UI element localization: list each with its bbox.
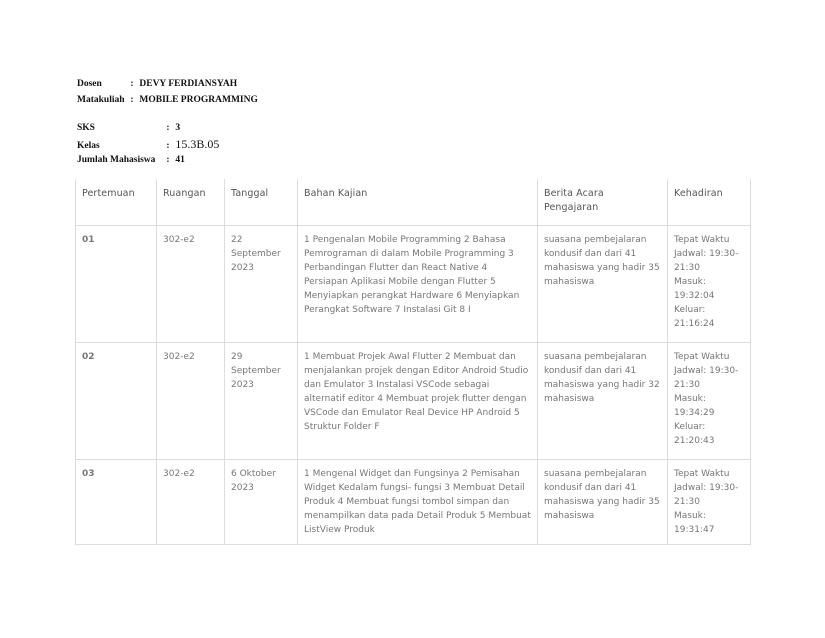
cell-tanggal: 22 September 2023 <box>225 225 298 342</box>
cell-ruangan: 302-e2 <box>157 342 225 459</box>
cell-kehadiran <box>668 342 751 459</box>
jumlah-value: 41 <box>175 155 185 165</box>
kehadiran-status: Tepat Waktu <box>674 234 730 245</box>
col-header-kehadiran: Kehadiran <box>668 179 751 225</box>
cell-ruangan: 302-e2 <box>157 225 225 342</box>
matakuliah-label: Matakuliah <box>77 95 125 105</box>
jumlah-line: Jumlah Mahasiswa : 41 <box>77 155 185 165</box>
kehadiran-jadwal: Jadwal: 19:30-21:30 <box>674 248 739 273</box>
table-row <box>76 225 751 342</box>
cell-tanggal: 6 Oktober 2023 <box>225 459 298 544</box>
col-header-pertemuan: Pertemuan <box>76 179 157 225</box>
cell-pertemuan: 03 <box>76 459 157 544</box>
matakuliah-line: Matakuliah : MOBILE PROGRAMMING <box>77 95 258 105</box>
cell-ruangan: 302-e2 <box>157 459 225 544</box>
kehadiran-masuk: Masuk: 19:34:29 <box>674 393 715 418</box>
matakuliah-value: MOBILE PROGRAMMING <box>139 95 258 105</box>
cell-kehadiran <box>668 459 751 544</box>
dosen-value: DEVY FERDIANSYAH <box>139 79 238 89</box>
cell-kehadiran <box>668 225 751 342</box>
sks-line: SKS : 3 <box>77 123 181 133</box>
kelas-value: 15.3B.05 <box>175 137 220 151</box>
kehadiran-status: Tepat Waktu <box>674 351 730 362</box>
kehadiran-status: Tepat Waktu <box>674 468 730 479</box>
kelas-label: Kelas <box>77 141 100 151</box>
cell-tanggal: 29 September 2023 <box>225 342 298 459</box>
kehadiran-jadwal: Jadwal: 19:30-21:30 <box>674 365 739 390</box>
kehadiran-masuk: Masuk: 19:31:47 <box>674 510 715 535</box>
col-header-bahan-kajian: Bahan Kajian <box>298 179 538 225</box>
kehadiran-keluar: Keluar: 21:16:24 <box>674 304 715 329</box>
cell-berita-acara: suasana pembejalaran kondusif dan dari 41 mahasiswa yang hadir 32 mahasiswa <box>538 342 668 459</box>
dosen-label: Dosen <box>77 79 102 89</box>
kelas-line: Kelas : 15.3B.05 <box>77 137 220 151</box>
col-header-berita-acara: Berita Acara Pengajaran <box>538 179 668 225</box>
kehadiran-keluar: Keluar: 21:20:43 <box>674 421 715 446</box>
cell-berita-acara: suasana pembejalaran kondusif dan dari 41 mahasiswa yang hadir 35 mahasiswa <box>538 459 668 544</box>
cell-berita-acara: suasana pembejalaran kondusif dan dari 41 mahasiswa yang hadir 35 mahasiswa <box>538 225 668 342</box>
kehadiran-jadwal: Jadwal: 19:30-21:30 <box>674 482 739 507</box>
attendance-table <box>75 179 751 545</box>
col-header-ruangan: Ruangan <box>157 179 225 225</box>
cell-bahan-kajian: 1 Membuat Projek Awal Flutter 2 Membuat dan menjalankan projek dengan Editor Android Studio dan Emulator 3 Instalasi VSCode sebagai alternatif editor 4 Membuat projek flutter dengan VSCode dan Emulator Real Device HP Android 5 Struktur Folder F <box>298 342 538 459</box>
table-row <box>76 342 751 459</box>
dosen-line: Dosen : DEVY FERDIANSYAH <box>77 79 238 89</box>
cell-bahan-kajian: 1 Pengenalan Mobile Programming 2 Bahasa Pemrograman di dalam Mobile Programming 3 Perbandingan Flutter dan React Native 4 Persiapan Aplikasi Mobile dengan Flutter 5 Menyiapkan perangkat Hardware 6 Menyiapkan Perangkat Software 7 Instalasi Git 8 I <box>298 225 538 342</box>
jumlah-label: Jumlah Mahasiswa <box>77 155 156 165</box>
table-row <box>76 459 751 544</box>
cell-pertemuan: 01 <box>76 225 157 342</box>
cell-pertemuan: 02 <box>76 342 157 459</box>
kehadiran-masuk: Masuk: 19:32:04 <box>674 276 715 301</box>
sks-label: SKS <box>77 123 95 133</box>
table-header-row <box>76 179 751 225</box>
col-header-tanggal: Tanggal <box>225 179 298 225</box>
sks-value: 3 <box>175 123 181 133</box>
cell-bahan-kajian: 1 Mengenal Widget dan Fungsinya 2 Pemisahan Widget Kedalam fungsi- fungsi 3 Membuat Detail Produk 4 Membuat fungsi tombol simpan dan menampilkan data pada Detail Produk 5 Membuat ListView Produk <box>298 459 538 544</box>
